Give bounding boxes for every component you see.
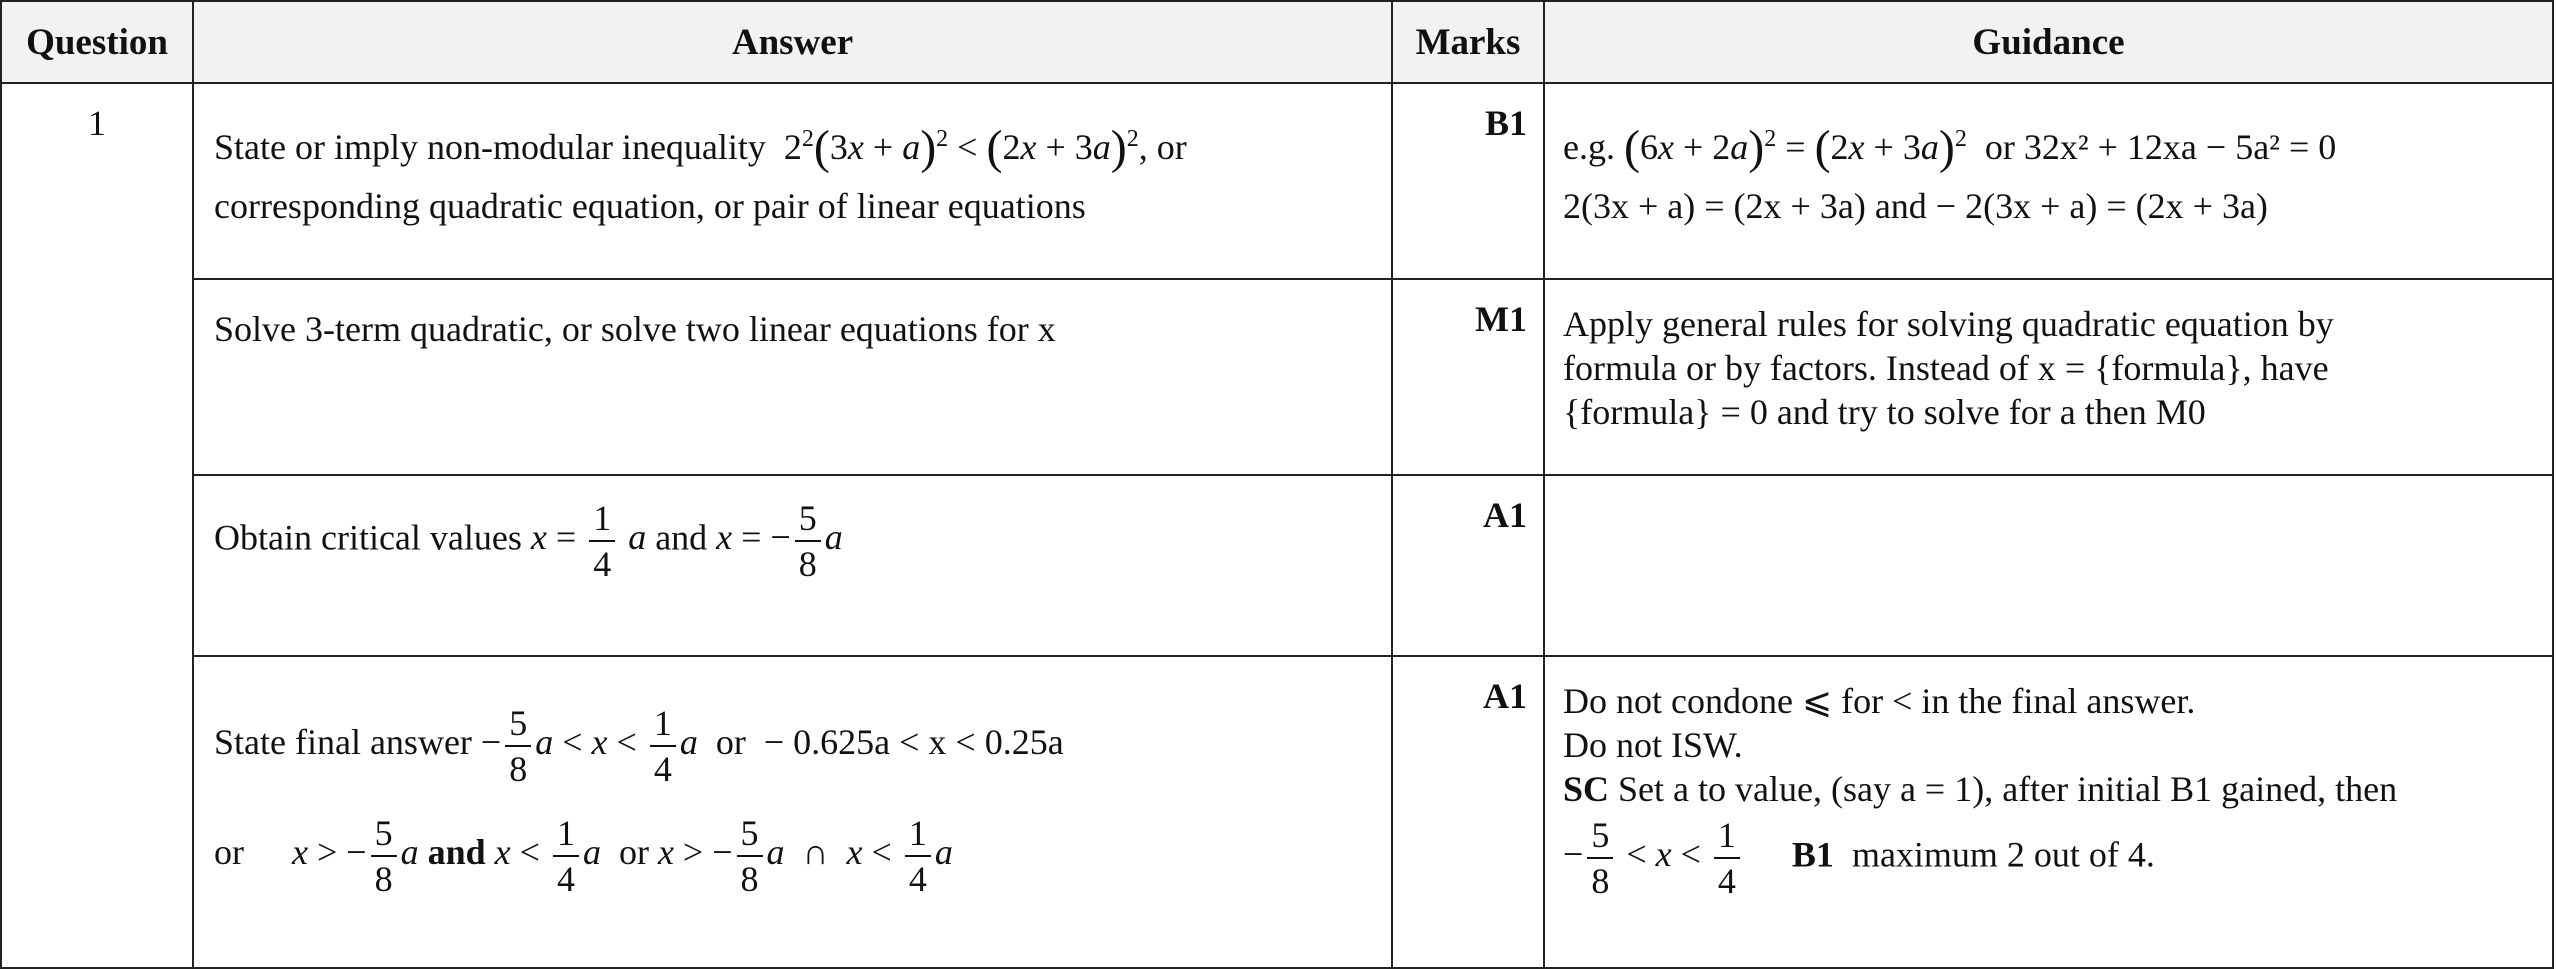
header-row bbox=[1, 1, 2553, 83]
answer-cell bbox=[193, 656, 1392, 968]
guidance-text: Set a to value, (say a = 1), after initial B1 gained, then bbox=[1618, 769, 2398, 809]
answer-cell: Solve 3-term quadratic, or solve two linear equations for x bbox=[193, 279, 1392, 475]
header-question: Question bbox=[1, 1, 193, 83]
math-sc: − $\frac{5}{8}$ < x < $\frac{1}{4}$ bbox=[1563, 834, 1744, 874]
header-marks: Marks bbox=[1392, 1, 1544, 83]
mark-cell: A1 bbox=[1392, 475, 1544, 656]
guidance-line: Apply general rules for solving quadratic equation by bbox=[1563, 304, 2334, 344]
header-answer: Answer bbox=[193, 1, 1392, 83]
answer-cell bbox=[193, 83, 1392, 279]
table-row bbox=[1, 279, 2553, 475]
math-critical-2: x = − $\frac{5}{8}$ a bbox=[716, 498, 843, 584]
guidance-text: 2(3x + a) = (2x + 3a) and − 2(3x + a) = (2x + 3a) bbox=[1563, 186, 2268, 226]
guidance-line: formula or by factors. Instead of x = {formula}, have bbox=[1563, 348, 2329, 388]
answer-line bbox=[214, 687, 1371, 797]
guidance-text: maximum 2 out of 4. bbox=[1851, 834, 2155, 875]
mark-cell: A1 bbox=[1392, 656, 1544, 968]
answer-text: or bbox=[618, 832, 649, 872]
math-equation: $(6x + 2a)^2 = (2x + 3a)^2$ bbox=[1623, 121, 1967, 174]
answer-text: or bbox=[214, 832, 244, 872]
mark-cell: B1 bbox=[1392, 83, 1544, 279]
guidance-line: Do not condone ⩽ for < in the final answer. bbox=[1563, 681, 2196, 721]
answer-text: and bbox=[427, 832, 486, 872]
answer-text: , or bbox=[1138, 127, 1187, 167]
guidance-line bbox=[1563, 767, 2534, 811]
guidance-text: e.g. bbox=[1563, 127, 1615, 167]
guidance-cell bbox=[1544, 83, 2553, 279]
answer-text: − 0.625a < x < 0.25a bbox=[763, 722, 1064, 762]
math-final-3: x < $\frac{1}{4}$ a bbox=[494, 812, 601, 899]
math-inequality: $2^2(3x + a)^2 < (2x + 3a)^2$ bbox=[774, 121, 1139, 174]
mark-label: B1 bbox=[1791, 834, 1834, 875]
guidance-cell bbox=[1544, 279, 2553, 475]
answer-text: Obtain critical values bbox=[214, 517, 522, 558]
guidance-line: Do not ISW. bbox=[1563, 725, 1743, 765]
math-final-1: − $\frac{5}{8}$ a < x < $\frac{1}{4}$ a bbox=[480, 702, 698, 789]
answer-text: State or imply non-modular inequality bbox=[214, 127, 766, 167]
table-row bbox=[1, 656, 2553, 968]
answer-text: and bbox=[655, 517, 708, 558]
math-critical-1: x = $\frac{1}{4}$ a bbox=[530, 498, 647, 584]
table-row bbox=[1, 475, 2553, 656]
table-row bbox=[1, 83, 2553, 279]
answer-line bbox=[214, 797, 1371, 907]
guidance-line: {formula} = 0 and try to solve for a then M0 bbox=[1563, 392, 2206, 432]
guidance-line bbox=[1563, 817, 2534, 899]
guidance-text: 32x² + 12xa − 5a² = 0 bbox=[2023, 127, 2337, 167]
special-case-label: SC bbox=[1563, 769, 1610, 809]
answer-text: corresponding quadratic equation, or pair of linear equations bbox=[214, 186, 1086, 226]
answer-cell bbox=[193, 475, 1392, 656]
question-number: 1 bbox=[1, 83, 193, 968]
math-final-2: x > − $\frac{5}{8}$ a bbox=[292, 812, 419, 899]
guidance-cell bbox=[1544, 656, 2553, 968]
header-guidance: Guidance bbox=[1544, 1, 2553, 83]
guidance-text: or bbox=[1984, 127, 2015, 167]
math-final-4: x > − $\frac{5}{8}$ a ∩ x < $\frac{1}{4}$ a bbox=[657, 812, 953, 899]
answer-text: State final answer bbox=[214, 722, 472, 762]
answer-text: or bbox=[715, 722, 746, 762]
mark-cell: M1 bbox=[1392, 279, 1544, 475]
guidance-cell bbox=[1544, 475, 2553, 656]
